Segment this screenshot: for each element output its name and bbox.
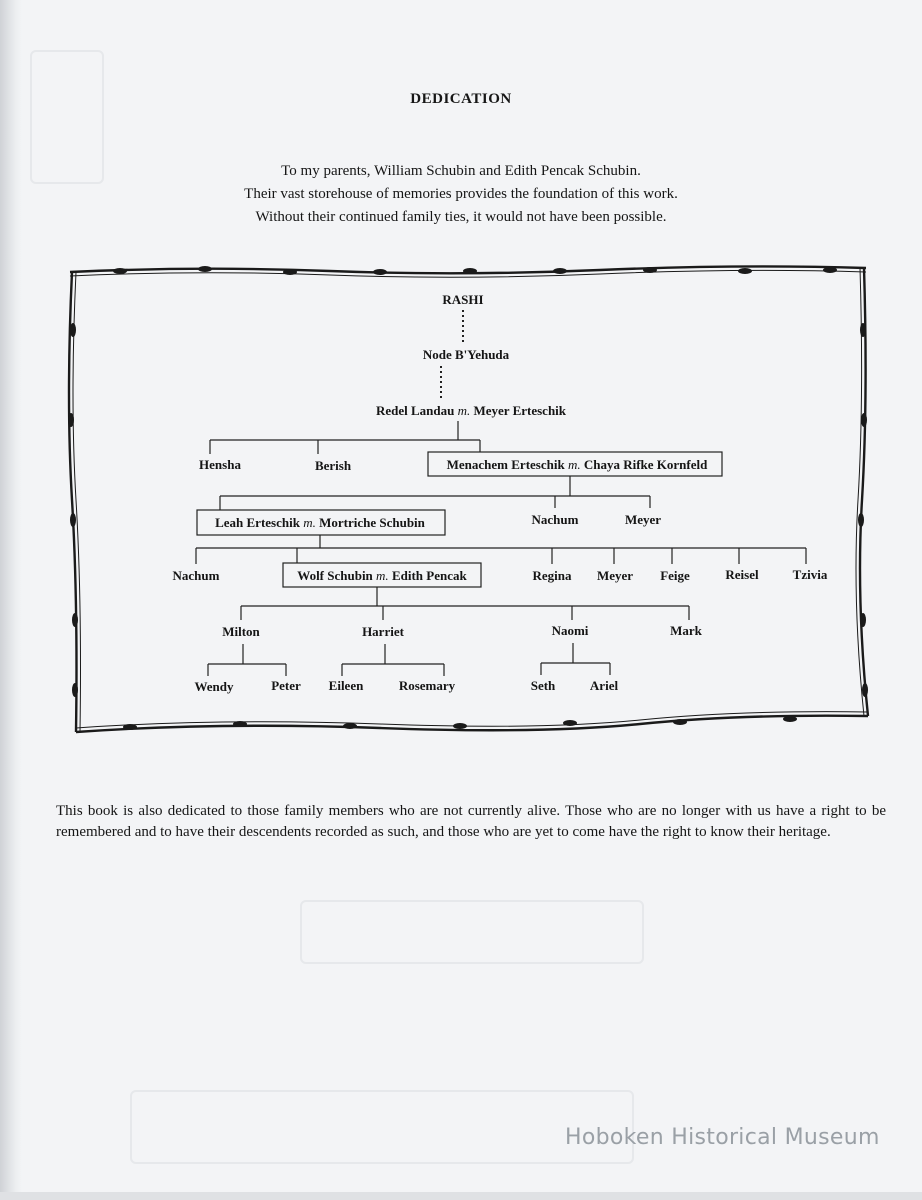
intro-line: To my parents, William Schubin and Edith Pencak Schubin.	[281, 163, 641, 179]
person-tzivia: Tzivia	[792, 567, 828, 582]
person-meyer: Meyer	[624, 512, 662, 527]
person-peter: Peter	[271, 678, 301, 693]
person-naomi: Naomi	[551, 623, 589, 638]
couple-leah-mortriche	[215, 515, 426, 530]
closing-line: This book is also dedicated to those family members who are not currently alive. Those who are no longer with	[56, 803, 753, 819]
person-wendy: Wendy	[194, 679, 234, 694]
rope-border	[68, 266, 868, 732]
couple-menachem-chaya	[447, 457, 708, 472]
intro-line: Their vast storehouse of memories provides the foundation of this work.	[244, 186, 678, 202]
closing-line: have the right to know their heritage.	[608, 824, 831, 840]
page-title: DEDICATION	[410, 91, 512, 107]
person-leah-erteschik: Leah Erteschik	[215, 515, 300, 530]
marriage-marker: m.	[303, 515, 316, 530]
closing-dedication	[56, 801, 886, 843]
person-meyer-erteschik: Meyer Erteschik	[473, 403, 567, 418]
person-berish: Berish	[314, 458, 352, 473]
person-rosemary: Rosemary	[398, 678, 456, 693]
couple-landau-erteschik	[376, 403, 567, 418]
marriage-marker: m.	[376, 568, 389, 583]
person-regina: Regina	[532, 568, 572, 583]
museum-watermark: Hoboken Historical Museum	[565, 1125, 880, 1150]
person-nachum: Nachum	[172, 568, 220, 583]
person-ariel: Ariel	[589, 678, 619, 693]
person-milton: Milton	[222, 624, 260, 639]
person-nachum: Nachum	[531, 512, 579, 527]
person-node-byehuda: Node B'Yehuda	[422, 347, 510, 362]
person-redel-landau: Redel Landau	[375, 403, 455, 418]
tree-connectors	[196, 310, 806, 676]
person-meyer: Meyer	[596, 568, 634, 583]
person-feige: Feige	[660, 568, 690, 583]
person-mark: Mark	[670, 623, 702, 638]
person-edith-pencak: Edith Pencak	[391, 568, 467, 583]
person-menachem-erteschik: Menachem Erteschik	[446, 457, 565, 472]
person-hensha: Hensha	[199, 457, 241, 472]
closing-line: us have a right to be remembered and to have their descendents recorded as such, and those who are yet to come	[56, 803, 887, 840]
rope-knots	[68, 266, 868, 730]
person-seth: Seth	[530, 678, 556, 693]
person-harriet: Harriet	[362, 624, 404, 639]
couple-wolf-edith	[297, 568, 467, 583]
person-mortriche-schubin: Mortriche Schubin	[319, 515, 425, 530]
person-eileen: Eileen	[328, 678, 364, 693]
intro-line: Without their continued family ties, it would not have been possible.	[255, 209, 667, 225]
person-reisel: Reisel	[725, 567, 759, 582]
person-rashi: RASHI	[442, 292, 484, 307]
marriage-marker: m.	[457, 403, 471, 418]
person-wolf-schubin: Wolf Schubin	[297, 568, 373, 583]
marriage-marker: m.	[567, 457, 581, 472]
person-chaya-rifke-kornfeld: Chaya Rifke Kornfeld	[583, 457, 708, 472]
